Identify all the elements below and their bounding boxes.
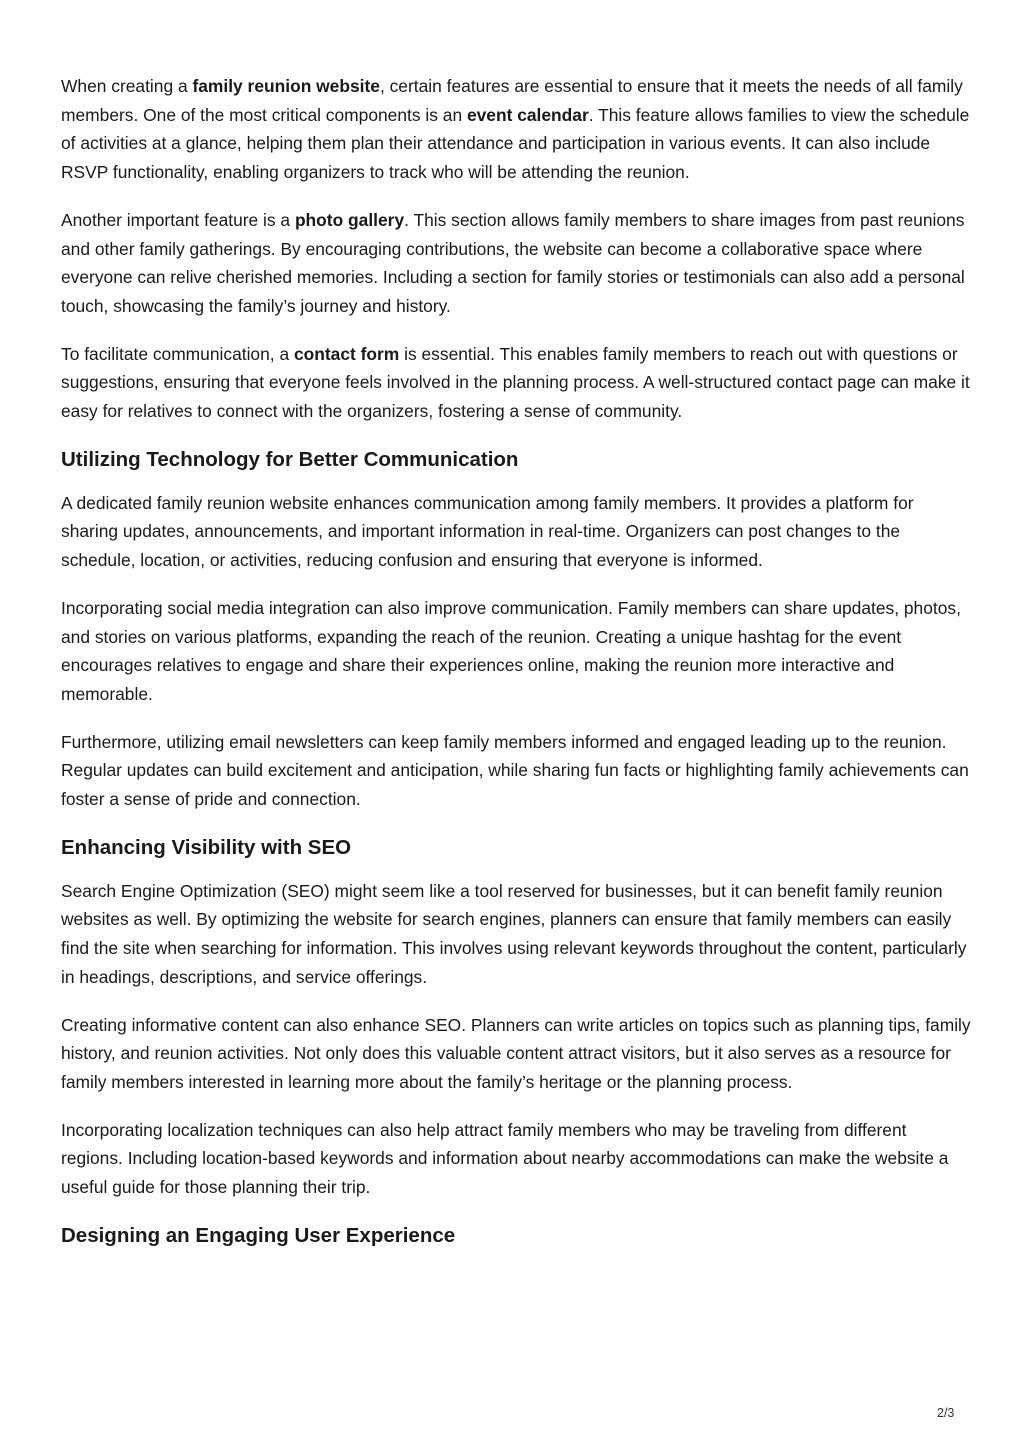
paragraph-features-intro: [61, 72, 973, 187]
paragraph-photo-gallery: [61, 206, 973, 321]
text-run: Another important feature is a: [61, 209, 295, 230]
bold-term-photo-gallery: photo gallery: [294, 209, 405, 230]
text-run: . This section allows family members to share images from past reunions and other family gatherings. By encouraging contributions, the website can become a collaborative space where everyone can relive cherished memories. Including a section for family stories or testimonials can also add a personal touch, showcasing the family’s journey and history.: [61, 209, 965, 316]
paragraph-dedicated-website: A dedicated family reunion website enhances communication among family members. It provides a platform for sharing updates, announcements, and important information in real-time. Organizers can post changes to the schedule, location, or activities, reducing confusion and ensuring that everyone is informed.: [61, 492, 914, 571]
text-run: When creating a: [61, 76, 193, 96]
paragraph-informative-content: Creating informative content can also enhance SEO. Planners can write articles on topics such as planning tips, family history, and reunion activities. Not only does this valuable content attract visitors, but it also serves as a resource for family members interested in learning more about the family’s heritage or the planning process.: [61, 1014, 971, 1092]
heading-technology-communication: Utilizing Technology for Better Communication: [61, 447, 519, 471]
paragraph-email-newsletters: Furthermore, utilizing email newsletters can keep family members informed and engaged leading up to the reunion. Regular updates can build excitement and anticipation, while sharing fun facts or highlighting family achievements can foster a sense of pride and connection.: [61, 731, 969, 810]
bold-term-event-calendar: event calendar: [466, 104, 589, 125]
bold-term-family-reunion-website: family reunion website: [192, 76, 380, 96]
paragraph-seo-intro: Search Engine Optimization (SEO) might seem like a tool reserved for businesses, but it can benefit family reunion websites as well. By optimizing the website for search engines, planners can ensure that family members can easily find the site when searching for information. This involves using relevant keywords throughout the content, particularly in headings, descriptions, and service offerings.: [61, 880, 967, 987]
paragraph-social-media: Incorporating social media integration can also improve communication. Family members can share updates, photos, and stories on various platforms, expanding the reach of the reunion. Creating a unique hashtag for the event encourages relatives to engage and share their experiences online, making the reunion more interactive and memorable.: [61, 597, 961, 704]
text-run: , certain features are essential to ensure that it meets the needs of all family members. One of the most critical components is an: [61, 76, 963, 125]
bold-term-contact-form: contact form: [293, 343, 400, 364]
text-run: is essential. This enables family members to reach out with questions or suggestions, ensuring that everyone feels involved in the planning process. A well-structured contact page can make it easy for relatives to connect with the organizers, fostering a sense of community.: [61, 343, 970, 422]
page-number: 2/3: [937, 1406, 955, 1420]
heading-seo-visibility: Enhancing Visibility with SEO: [61, 835, 352, 859]
heading-user-experience: Designing an Engaging User Experience: [61, 1223, 456, 1247]
text-run: . This feature allows families to view the schedule of activities at a glance, helping them plan their attendance and participation in various events. It can also include RSVP functionality, enabling organizers to track who will be attending the reunion.: [61, 104, 970, 183]
text-run: To facilitate communication, a: [61, 343, 294, 364]
document-body: [61, 72, 973, 1265]
paragraph-contact-form: [61, 340, 973, 426]
paragraph-localization: Incorporating localization techniques can also help attract family members who may be traveling from different regions. Including location-based keywords and information about nearby accommodations can make the website a useful guide for those planning their trip.: [61, 1119, 949, 1198]
